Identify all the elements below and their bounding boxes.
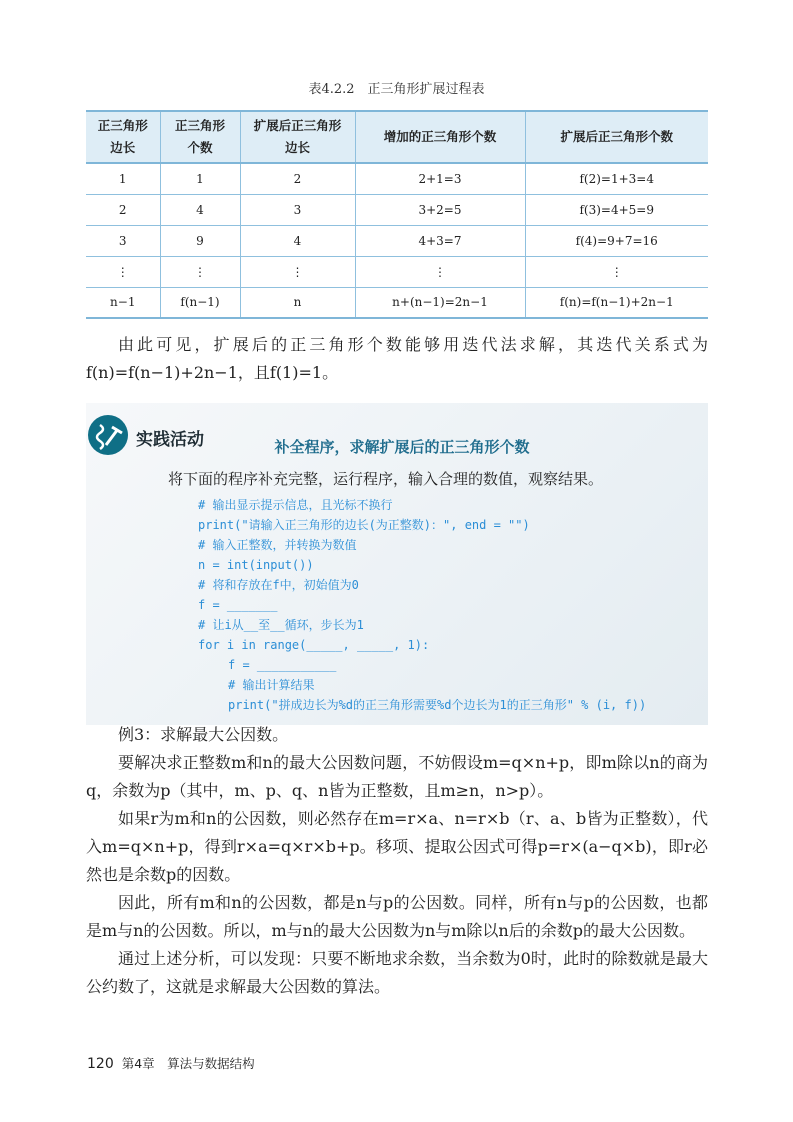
table-row (86, 287, 708, 318)
code-comment: # 让i从__至__循环，步长为1 (198, 618, 364, 632)
code-line: n = int(input()) (198, 558, 314, 572)
table-cell: 4 (240, 225, 355, 256)
table-cell: ⋮ (160, 256, 240, 287)
activity-title: 补全程序，求解扩展后的正三角形个数 (274, 438, 530, 456)
table-cell: n+(n−1)=2n−1 (355, 287, 525, 318)
example-paragraph: 要解决求正整数m和n的最大公因数问题，不妨假设m=q×n+p，即m除以n的商为q，余数为p（其中，m、p、q、n皆为正整数，且m≥n，n>p）。 (86, 753, 708, 800)
example-heading: 例3：求解最大公因数。 (118, 725, 289, 744)
table-cell: 1 (86, 163, 160, 194)
table-cell: f(2)=1+3=4 (525, 163, 708, 194)
table-cell: n−1 (86, 287, 160, 318)
activity-instruction: 将下面的程序补充完整，运行程序，输入合理的数值，观察结果。 (168, 470, 604, 488)
table-row (86, 194, 708, 225)
table-cell: 4+3=7 (355, 225, 525, 256)
chapter-title: 第4章 算法与数据结构 (121, 1056, 255, 1071)
table-cell: 9 (160, 225, 240, 256)
code-comment: # 将和存放在f中，初始值为0 (198, 578, 359, 592)
table-cell: ⋮ (86, 256, 160, 287)
table-cell: ⋮ (355, 256, 525, 287)
column-header: 扩展后正三角形 边长 (240, 111, 355, 163)
table-cell: ⋮ (240, 256, 355, 287)
table-cell: n (240, 287, 355, 318)
code-block (198, 495, 646, 715)
table-cell: f(n−1) (160, 287, 240, 318)
example-paragraph: 如果r为m和n的公因数，则必然存在m=r×a、n=r×b（r、a、b皆为正整数），代入m=q×n+p，得到r×a=q×r×b+p。移项、提取公因式可得p=r×(a−q×b)，即r必然也是余数p的因数。 (86, 809, 708, 884)
intro-paragraph: 由此可见，扩展后的正三角形个数能够用迭代法求解，其迭代关系式为f(n)=f(n−1)+2n−1，且f(1)=1。 (86, 335, 708, 382)
code-line: f = ___________ (228, 658, 337, 672)
activity-label: 实践活动 (136, 430, 204, 450)
table-row (86, 225, 708, 256)
code-line: print("请输入正三角形的边长(为正整数)：", end = "") (198, 518, 530, 532)
page-number: 120 (87, 1056, 114, 1072)
table-cell: 3+2=5 (355, 194, 525, 225)
column-header: 扩展后正三角形个数 (525, 111, 708, 163)
column-header: 正三角形 个数 (160, 111, 240, 163)
code-line: f = _______ (198, 598, 278, 612)
table-cell: 2+1=3 (355, 163, 525, 194)
table-row (86, 256, 708, 287)
table-cell: 3 (86, 225, 160, 256)
table-cell: 2 (240, 163, 355, 194)
table-cell: 4 (160, 194, 240, 225)
column-header: 正三角形 边长 (86, 111, 160, 163)
table-cell: 1 (160, 163, 240, 194)
table-caption: 表4.2.2 正三角形扩展过程表 (308, 82, 485, 97)
table-row (86, 163, 708, 194)
table-cell: 3 (240, 194, 355, 225)
example-paragraph: 通过上述分析，可以发现：只要不断地求余数，当余数为0时，此时的除数就是最大公约数了，这就是求解最大公因数的算法。 (86, 949, 708, 996)
example-paragraph: 因此，所有m和n的公因数，都是n与p的公因数。同样，所有n与p的公因数，也都是m与n的公因数。所以，m与n的最大公因数为n与m除以n后的余数p的最大公因数。 (86, 893, 708, 940)
triangle-expansion-table (86, 110, 708, 319)
practice-activity-box (86, 403, 708, 725)
table-cell: 2 (86, 194, 160, 225)
page-footer (87, 1054, 255, 1072)
code-comment: # 输入正整数，并转换为数值 (198, 538, 357, 552)
table-cell: f(4)=9+7=16 (525, 225, 708, 256)
column-header: 增加的正三角形个数 (355, 111, 525, 163)
code-line: print("拼成边长为%d的正三角形需要%d个边长为1的正三角形" % (i, f)) (228, 698, 647, 712)
code-line: for i in range(_____, _____, 1): (198, 638, 430, 652)
code-comment: # 输出显示提示信息，且光标不换行 (198, 498, 393, 512)
table-cell: ⋮ (525, 256, 708, 287)
table-cell: f(3)=4+5=9 (525, 194, 708, 225)
table-cell: f(n)=f(n−1)+2n−1 (525, 287, 708, 318)
code-comment: # 输出计算结果 (228, 678, 315, 692)
